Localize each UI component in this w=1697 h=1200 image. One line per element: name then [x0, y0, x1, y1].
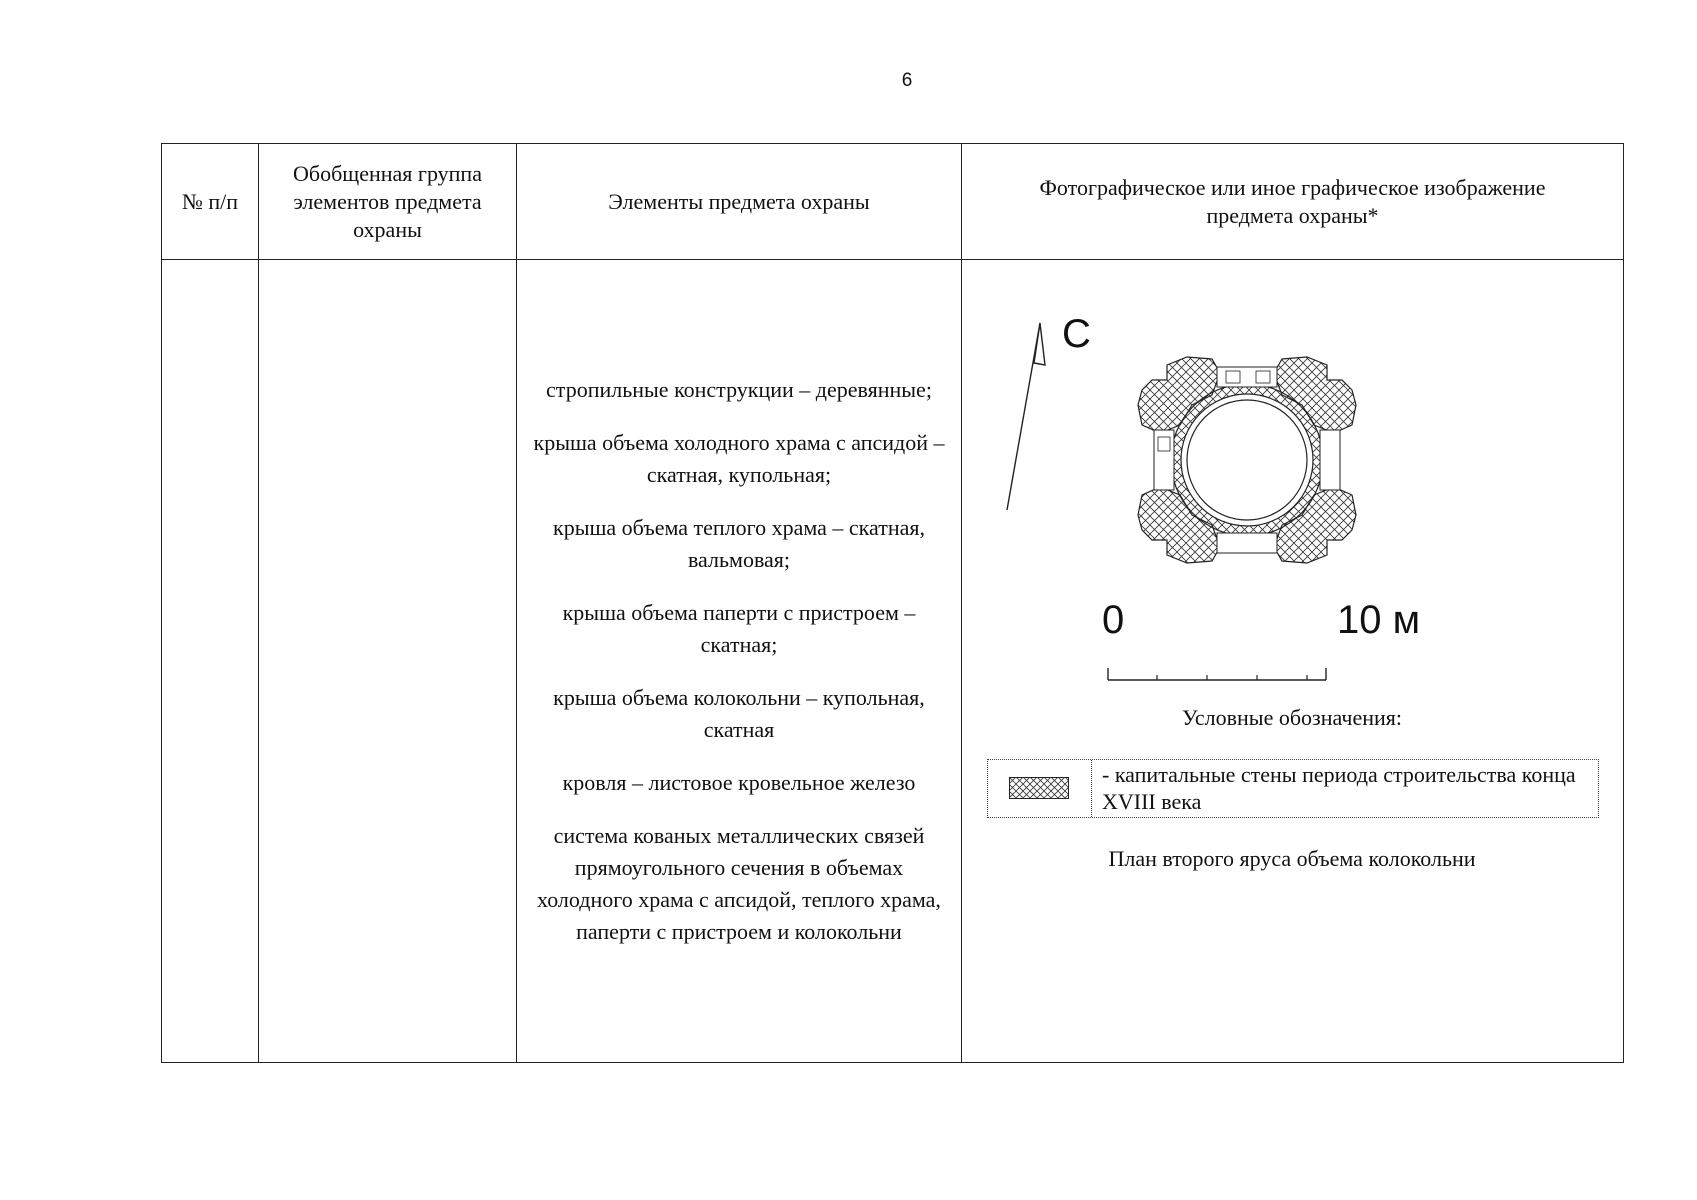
- element-item: крыша объема холодного храма с апсидой – скатная, купольная;: [533, 430, 945, 487]
- header-image: Фотографическое или иное графическое изображение предмета охраны*: [962, 144, 1624, 260]
- page-number: 6: [901, 70, 913, 91]
- bell-tower-plan: [1132, 345, 1362, 575]
- header-elements: Элементы предмета охраны: [517, 144, 962, 260]
- legend-swatch-cell: [988, 760, 1092, 817]
- element-item: крыша объема теплого храма – скатная, вальмовая;: [553, 515, 925, 572]
- cell-elements: [517, 260, 962, 1063]
- legend-title: Условные обозначения:: [1181, 705, 1403, 730]
- scale-bar: [1107, 665, 1327, 685]
- element-item: система кованых металлических связей прямоугольного сечения в объемах холодного храма с апсидой, теплого храма, паперти с пристроем и колокольни: [537, 823, 941, 944]
- table-row: [162, 260, 1624, 1063]
- element-item: стропильные конструкции – деревянные;: [546, 377, 932, 402]
- cell-group: [259, 260, 517, 1063]
- element-item: кровля – листовое кровельное железо: [562, 770, 916, 795]
- element-item: крыша объема колокольни – купольная, скатная: [553, 685, 925, 742]
- element-item: крыша объема паперти с пристроем – скатная;: [562, 600, 916, 657]
- cell-image: [962, 260, 1624, 1063]
- north-label: С: [1062, 312, 1091, 356]
- header-number: № п/п: [162, 144, 259, 260]
- legend: [987, 759, 1599, 818]
- scale-start-label: 0: [1102, 598, 1125, 642]
- header-group: Обобщенная группа элементов предмета охраны: [259, 144, 517, 260]
- cell-number: [162, 260, 259, 1063]
- table-header-row: [162, 144, 1624, 260]
- drawing-caption: План второго яруса объема колокольни: [1108, 846, 1476, 871]
- north-arrow-icon: [1002, 315, 1062, 515]
- crosshatch-swatch-icon: [1009, 777, 1069, 799]
- legend-item-label: - капитальные стены периода строительства конца XVIII века: [1102, 762, 1576, 814]
- scale-end-label: 10 м: [1337, 598, 1421, 642]
- protection-table: [161, 143, 1624, 1063]
